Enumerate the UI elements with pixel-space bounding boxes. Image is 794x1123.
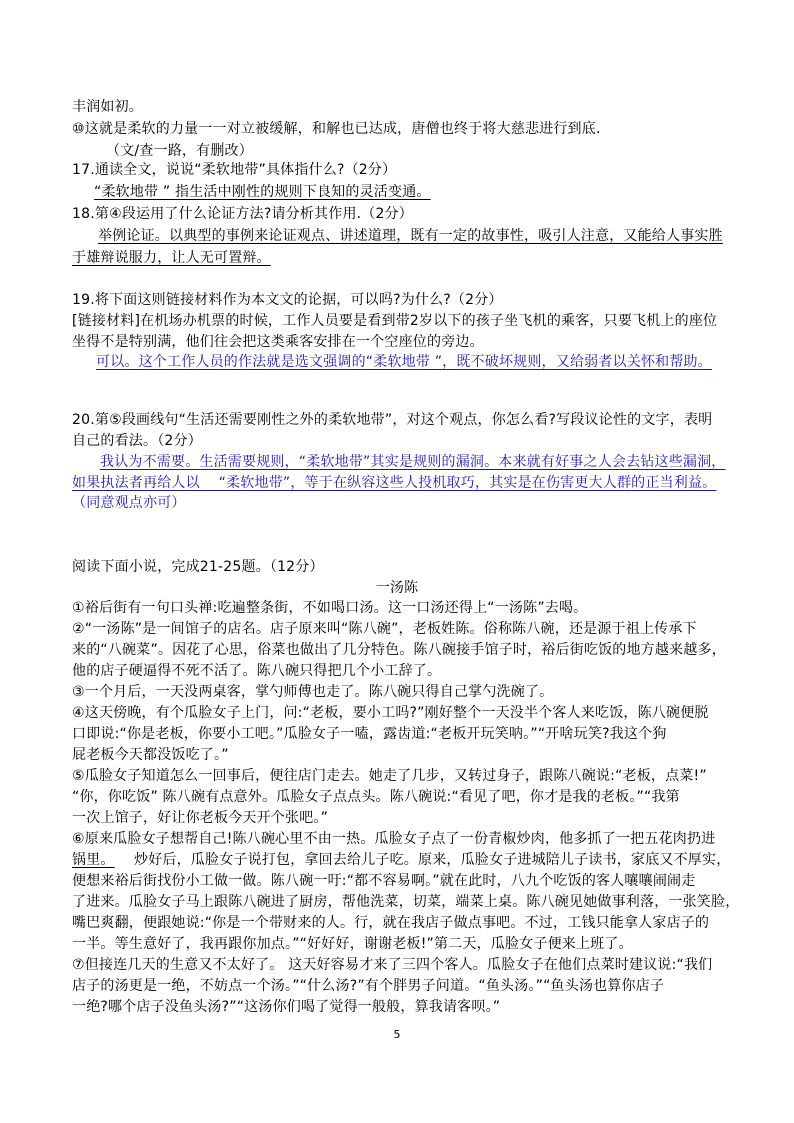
answer-17: “柔软地带 ” 指生活中刚性的规则下良知的灵活变通。 [94, 184, 431, 200]
paragraph-line: ⑦但接连几天的生意又不太好了。 这天好容易才来了三四个客人。瓜脸女子在他们点菜时建议说:“我们 [72, 957, 713, 973]
paragraph-line: 了进来。瓜脸女子马上跟陈八碗进了厨房，帮他洗菜，切菜，端菜上桌。陈八碗见她做事利落，一张笑脸， [72, 894, 740, 910]
answer-20-line2: 如果执法者再给人以 “柔软地带”，等于在纵容这些人投机取巧，其实是在伤害更大人群的正当利益。 [72, 475, 717, 491]
paragraph-line: 一次上馆子，好让你老板今天开个张吧。” [72, 810, 329, 826]
paragraph-line: ①裕后街有一句口头禅:吃遍整条街，不如喝口汤。这一口汤还得上“一汤陈”去喝。 [72, 600, 588, 616]
paragraph-line: 一半。等生意好了，我再跟你加点。”“好好好，谢谢老板!”第二天，瓜脸女子便来上班了。 [72, 936, 633, 952]
paragraph-line: 店子的汤更是一绝，不妨点一个汤。”“什么汤?”有个胖男子问道。“鱼头汤。”“鱼头汤也算你店子 [72, 978, 665, 994]
underlined-sentence-end: 锅里。 [72, 852, 115, 868]
source-note: （文/查一路，有删改） [106, 143, 253, 159]
paragraph-line: 他的店子硬逼得不死不活了。陈八碗只得把几个小工辞了。 [72, 663, 442, 679]
paragraph-line: ⑥原来瓜脸女子想帮自己!陈八碗心里不由一热。瓜脸女子点了一份青椒炒肉，他多抓了一把五花肉扔进 [72, 831, 716, 847]
paragraph-line: “你，你吃饭” 陈八碗有点意外。瓜脸女子点点头。陈八碗说:“看见了吧，你才是我的老板。”“我第 [72, 789, 680, 805]
answer-20-line1: 我认为不需要。生活需要规则，“柔软地带”其实是规则的漏洞。本来就有好事之人会去钻这些漏洞， [100, 454, 726, 470]
link-material-line2: 坐得不是特别满，他们往会把这类乘客安排在一个空座位的旁边。 [72, 334, 484, 350]
answer-20-line3: （同意观点亦可） [72, 495, 186, 511]
paragraph-line: ⑤瓜脸女子知道怎么一回事后，便往店门走去。她走了几步，又转过身子，跟陈八碗说:“老板，点菜!” [72, 768, 707, 784]
question-20-line1: 20.第⑤段画线句“生活还需要刚性之外的柔软地带”，对这个观点，你怎么看?写段议论性的文字，表明 [72, 412, 713, 428]
question-20-line2: 自己的看法。（2分） [72, 433, 202, 449]
paragraph-line: 来的“八碗菜”。因花了心思，俗菜也做出了几分特色。陈八碗接手馆子时，裕后街吃饭的地方越来越多， [72, 642, 726, 658]
paragraph-line: ④这天傍晚，有个瓜脸女子上门，问:“老板，要小工吗?”刚好整个一天没半个客人来吃饭，陈八碗便脱 [72, 705, 709, 721]
question-19: 19.将下面这则链接材料作为本文文的论据，可以吗?为什么?（2分） [72, 292, 503, 308]
paragraph-line: 一绝?哪个店子没鱼头汤?”“这汤你们喝了觉得一般般，算我请客呗。” [72, 999, 501, 1015]
paragraph-line: ②“一汤陈”是一间馆子的店名。店子原来叫“陈八碗”，老板姓陈。俗称陈八碗，还是源于祖上传承下 [72, 621, 697, 637]
answer-18-line1: 举例论证。以典型的事例来论证观点、讲述道理，既有一定的故事性，吸引人注意，又能给人事实胜 [98, 228, 723, 244]
paragraph-line: 口即说:“你是老板，你要小工吧。”瓜脸女子一嗑，露齿道:“老板开玩笑呐。”“开啥玩笑?我这个狗 [72, 726, 667, 742]
story-title: 一汤陈 [375, 580, 419, 596]
paragraph-line: 便想来裕后街找份小工做一做。陈八碗一吁:“都不容易啊。”就在此时，八九个吃饭的客人嚷嚷闹闹走 [72, 873, 696, 889]
paragraph-line: 嘴巴爽翻，便跟她说:“你是一个带财来的人。行，就在我店子做点事吧。不过，工钱只能拿人家店子的 [72, 915, 710, 931]
paragraph-line: 屁老板今天都没饭吃了。” [72, 747, 229, 763]
paragraph-line: ③一个月后，一天没两桌客，掌勺师傅也走了。陈八碗只得自己掌勺洗碗了。 [72, 684, 554, 700]
answer-19: 可以。这个工作人员的作法就是选文强调的“柔软地带 ”，既不破坏规则，又给弱者以关怀和帮助。 [96, 354, 712, 370]
text-line: 丰润如初。 [72, 99, 143, 115]
text-line: ⑩这就是柔软的力量一一对立被缓解，和解也已达成，唐僧也终于将大慈悲进行到底. [72, 121, 601, 137]
question-18: 18.第④段运用了什么论证方法?请分析其作用.（2分） [72, 206, 414, 222]
page-number: 5 [393, 1028, 401, 1041]
link-material-line1: [链接材料]在机场办机票的时候，工作人员要是看到带2岁以下的孩子坐飞机的乘客，只要飞机上的座位 [72, 313, 718, 329]
answer-18-line2: 于雄辩说服力，让人无可置辩。 [72, 250, 271, 266]
paragraph-line: 炒好后，瓜脸女子说打包，拿回去给儿子吃。原来，瓜脸女子进城陪儿子读书，家底又不厚实， [134, 852, 731, 868]
reading-instruction: 阅读下面小说，完成21-25题。（12分） [72, 559, 324, 575]
question-17: 17.通读全文，说说“柔软地带”具体指什么?（2分） [72, 162, 397, 178]
